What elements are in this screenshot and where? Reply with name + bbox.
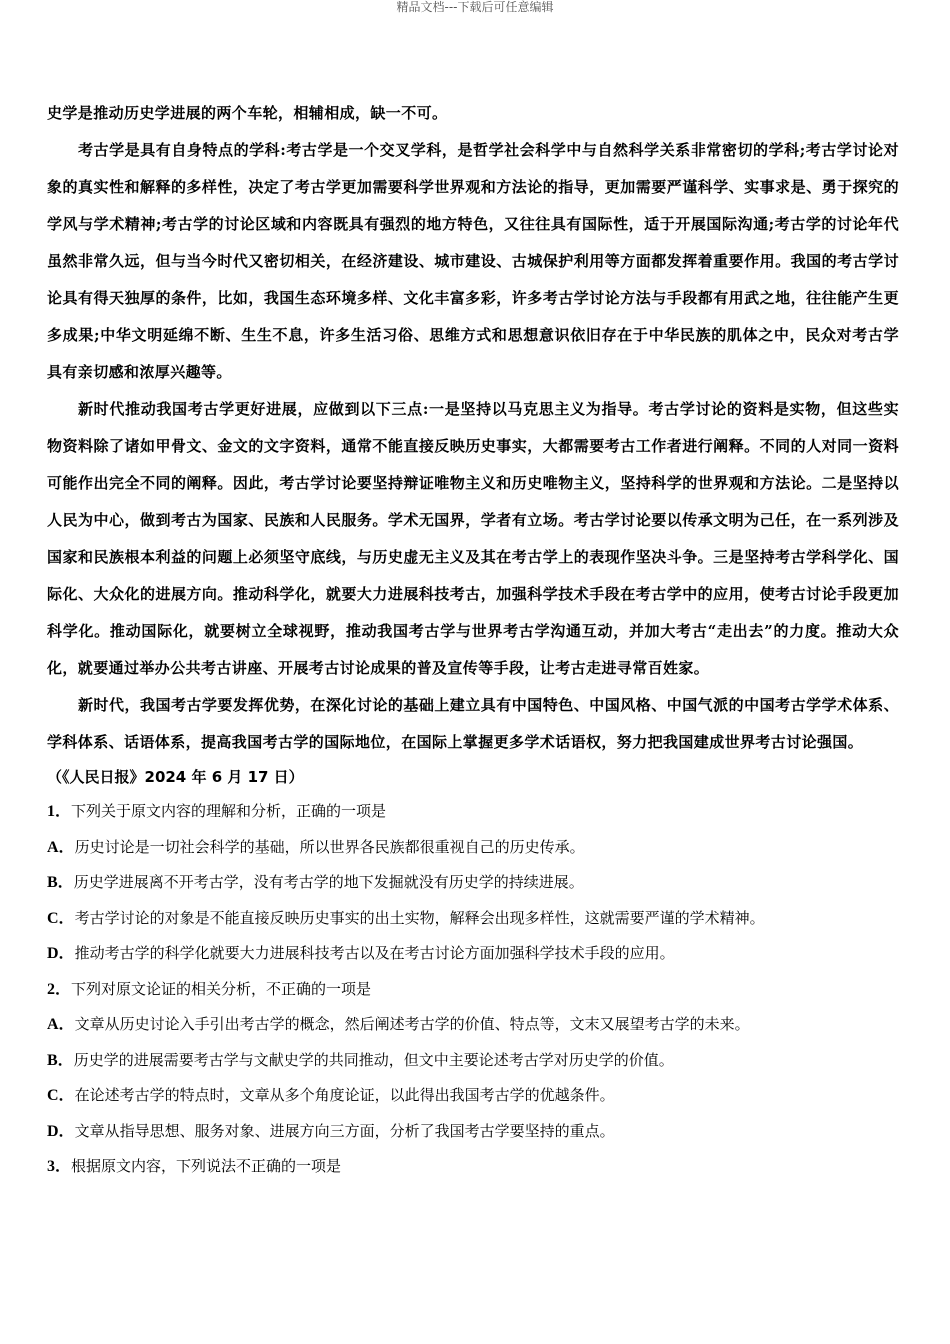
option-label: B． [47, 874, 74, 891]
question-option [47, 865, 899, 901]
question-option [47, 1007, 899, 1043]
article-source: （《人民日报》2024 年 6 月 17 日） [47, 768, 304, 786]
option-text: 历史学进展离不开考古学，没有考古学的地下发掘就没有历史学的持续进展。 [73, 873, 584, 891]
option-text: 推动考古学的科学化就要大力进展科技考古以及在考古讨论方面加强科学技术手段的应用。 [74, 944, 675, 962]
document-body [47, 95, 899, 1185]
option-label: C． [47, 909, 75, 927]
option-text: 文章从历史讨论入手引出考古学的概念，然后阐述考古学的价值、特点等，文末又展望考古学的未来。 [74, 1015, 750, 1033]
question-number: 1． [47, 803, 72, 820]
question-stem [47, 1149, 899, 1185]
article-paragraph-1: 史学是推动历史学进展的两个车轮，相辅相成，缺一不可。 [47, 104, 448, 122]
option-text: 在论述考古学的特点时，文章从多个角度论证，以此得出我国考古学的优越条件。 [74, 1086, 615, 1104]
option-label: A． [47, 1016, 75, 1033]
option-label: B． [47, 1051, 74, 1069]
option-text: 历史学的进展需要考古学与文献史学的共同推动，但文中主要论述考古学对历史学的价值。 [73, 1050, 674, 1069]
option-label: A． [47, 838, 75, 856]
option-label: D． [47, 945, 75, 962]
option-text: 历史讨论是一切社会科学的基础，所以世界各民族都很重视自己的历史传承。 [74, 837, 585, 856]
question-stem [47, 794, 899, 830]
article-paragraph-4: 新时代，我国考古学要发挥优势，在深化讨论的基础上建立具有中国特色、中国风格、中国气派的中国考古学学术体系、学科体系、话语体系，提高我国考古学的国际地位，在国际上掌握更多学术话语权，努力把我国建成世界考古讨论强国。 [47, 696, 899, 751]
option-label: C． [47, 1087, 75, 1104]
question-text: 下列对原文论证的相关分析，不正确的一项是 [71, 979, 372, 998]
question-option [47, 1114, 899, 1150]
option-text: 考古学讨论的对象是不能直接反映历史事实的出土实物，解释会出现多样性，这就需要严谨的学术精神。 [74, 908, 765, 927]
page-header: 精品文档---下载后可任意编辑 [396, 0, 554, 14]
question-stem [47, 972, 899, 1008]
article-paragraph-3: 新时代推动我国考古学更好进展，应做到以下三点:一是坚持以马克思主义为指导。考古学讨论的资料是实物，但这些实物资料除了诸如甲骨文、金文的文字资料，通常不能直接反映历史事实，大都需要考古工作者进行阐释。不同的人对同一资料可能作出完全不同的阐释。因此，考古学讨论要坚持辩证唯物主义和历史唯物主义，坚持科学的世界观和方法论。二是坚持以人民为中心，做到考古为国家、民族和人民服务。学术无国界，学者有立场。考古学讨论要以传承文明为己任，在一系列涉及国家和民族根本利益的问题上必须坚守底线，与历史虚无主义及其在考古学上的表现作坚决斗争。三是坚持考古学科学化、国际化、大众化的进展方向。推动科学化，就要大力进展科技考古，加强科学技术手段在考古学中的应用，使考古讨论手段更加科学化。推动国际化，就要树立全球视野，推动我国考古学与世界考古学沟通互动，并加大考古“走出去”的力度。推动大众化，就要通过举办公共考古讲座、开展考古讨论成果的普及宣传等手段，让考古走进寻常百姓家。 [47, 400, 899, 677]
question-option [47, 901, 899, 937]
question-option [47, 1043, 899, 1079]
option-label: D． [47, 1122, 75, 1140]
question-text: 下列关于原文内容的理解和分析，正确的一项是 [71, 802, 387, 820]
option-text: 文章从指导思想、服务对象、进展方向三方面，分析了我国考古学要坚持的重点。 [74, 1121, 615, 1140]
question-number: 3． [47, 1158, 72, 1175]
question-option [47, 830, 899, 866]
article-paragraph-2: 考古学是具有自身特点的学科:考古学是一个交叉学科，是哲学社会科学中与自然科学关系非常密切的学科;考古学讨论对象的真实性和解释的多样性，决定了考古学更加需要科学世界观和方法论的指导，更加需要严谨科学、实事求是、勇于探究的学风与学术精神;考古学的讨论区域和内容既具有强烈的地方特色，又往往具有国际性，适于开展国际沟通;考古学的讨论年代虽然非常久远，但与当今时代又密切相关，在经济建设、城市建设、古城保护利用等方面都发挥着重要作用。我国的考古学讨论具有得天独厚的条件，比如，我国生态环境多样、文化丰富多彩，许多考古学讨论方法与手段都有用武之地，往往能产生更多成果;中华文明延绵不断、生生不息，许多生活习俗、思维方式和思想意识依旧存在于中华民族的肌体之中，民众对考古学具有亲切感和浓厚兴趣等。 [47, 141, 899, 381]
question-option [47, 1078, 899, 1114]
question-option [47, 936, 899, 972]
question-text: 根据原文内容，下列说法不正确的一项是 [71, 1157, 342, 1175]
question-number: 2． [47, 980, 72, 998]
